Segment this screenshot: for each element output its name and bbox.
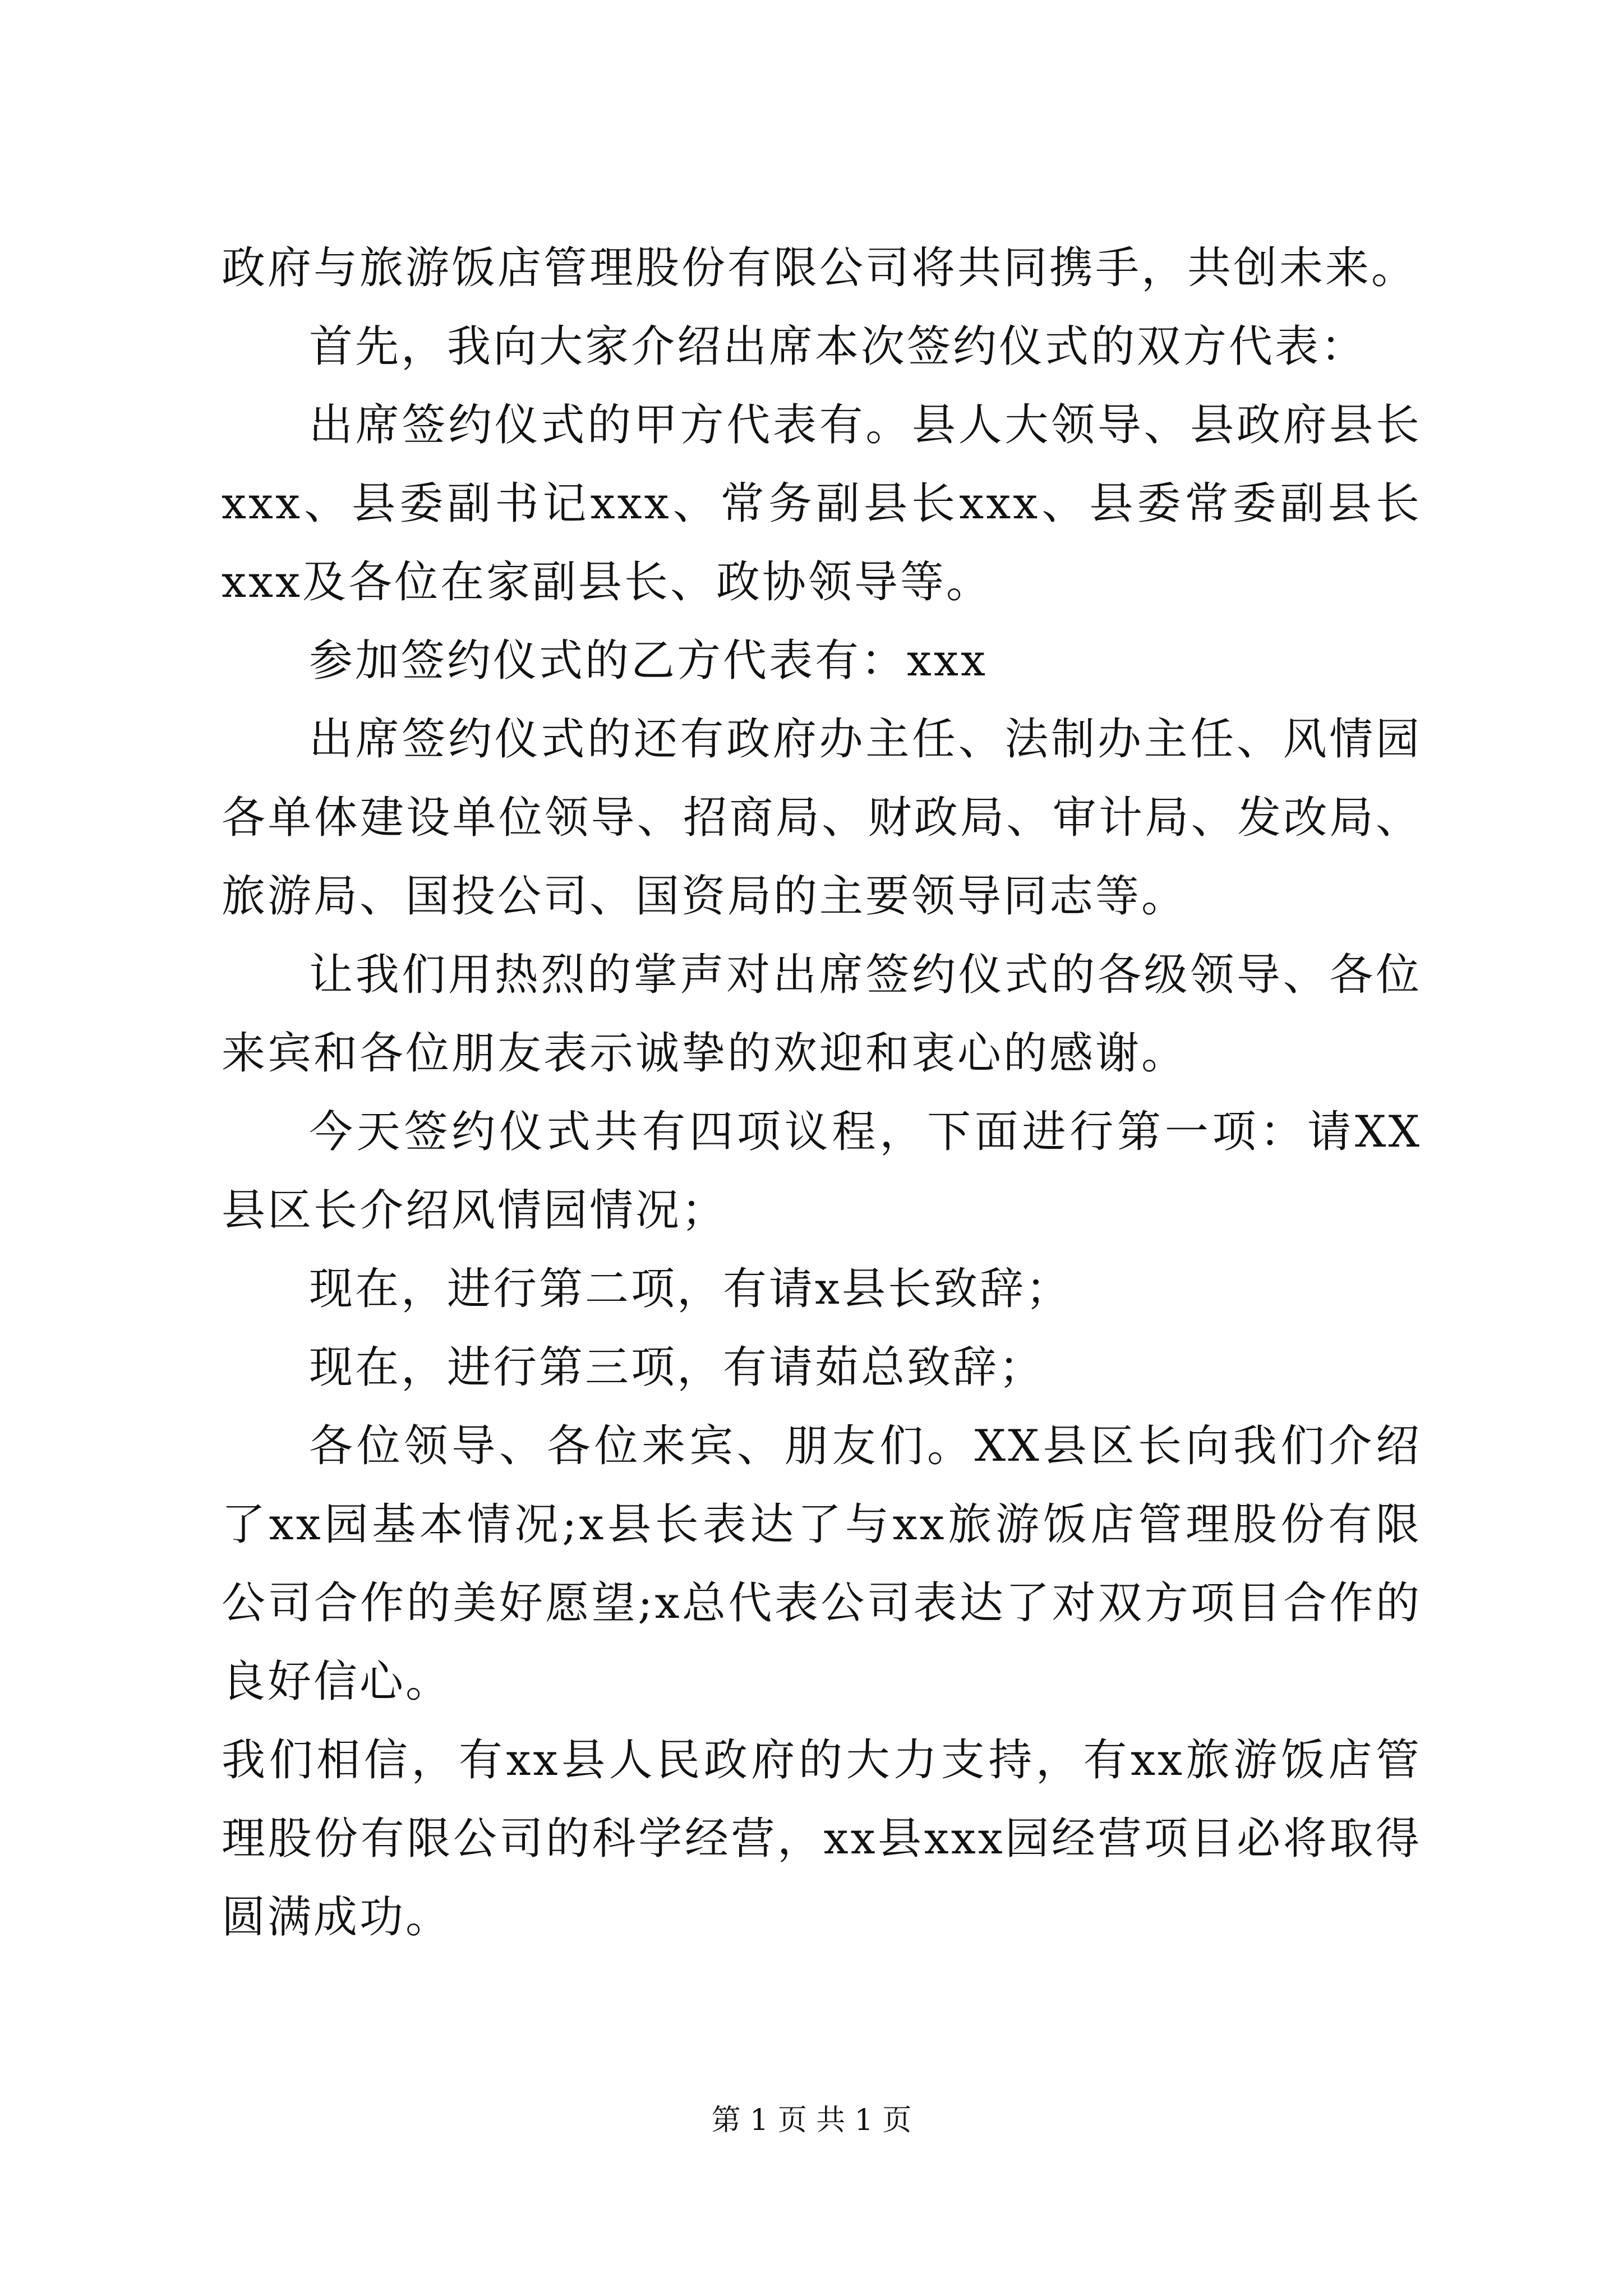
paragraph: 出席签约仪式的甲方代表有。县人大领导、县政府县长xxx、县委副书记xxx、常务副县长xxx、县委常委副县长xxx及各位在家副县长、政协领导等。 [222, 400, 1422, 608]
paragraph: 现在，进行第二项，有请x县长致辞； [309, 1264, 1072, 1314]
document-body [222, 229, 1422, 1957]
paragraph: 首先，我向大家介绍出席本次签约仪式的双方代表： [309, 321, 1367, 372]
paragraph: 现在，进行第三项，有请茹总致辞； [309, 1342, 1045, 1393]
paragraph: 各位领导、各位来宾、朋友们。XX县区长向我们介绍了xx园基本情况;x县长表达了与xx旅游饭店管理股份有限公司合作的美好愿望;x总代表公司表达了对双方项目合作的良好信心。 [222, 1421, 1422, 1707]
page-number-footer: 第 1 页 共 1 页 [711, 2104, 912, 2137]
paragraph: 我们相信，有xx县人民政府的大力支持，有xx旅游饭店管理股份有限公司的科学经营，xx县xxx园经营项目必将取得圆满成功。 [222, 1735, 1422, 1943]
paragraph: 让我们用热烈的掌声对出席签约仪式的各级领导、各位来宾和各位朋友表示诚挚的欢迎和衷心的感谢。 [222, 950, 1422, 1079]
paragraph: 参加签约仪式的乙方代表有：xxx [309, 636, 988, 686]
paragraph: 今天签约仪式共有四项议程，下面进行第一项：请XX县区长介绍风情园情况； [222, 1107, 1422, 1236]
paragraph: 出席签约仪式的还有政府办主任、法制办主任、风情园各单体建设单位领导、招商局、财政局、审计局、发改局、旅游局、国投公司、国资局的主要领导同志等。 [222, 714, 1422, 922]
paragraph: 政府与旅游饭店管理股份有限公司将共同携手，共创未来。 [222, 243, 1418, 293]
